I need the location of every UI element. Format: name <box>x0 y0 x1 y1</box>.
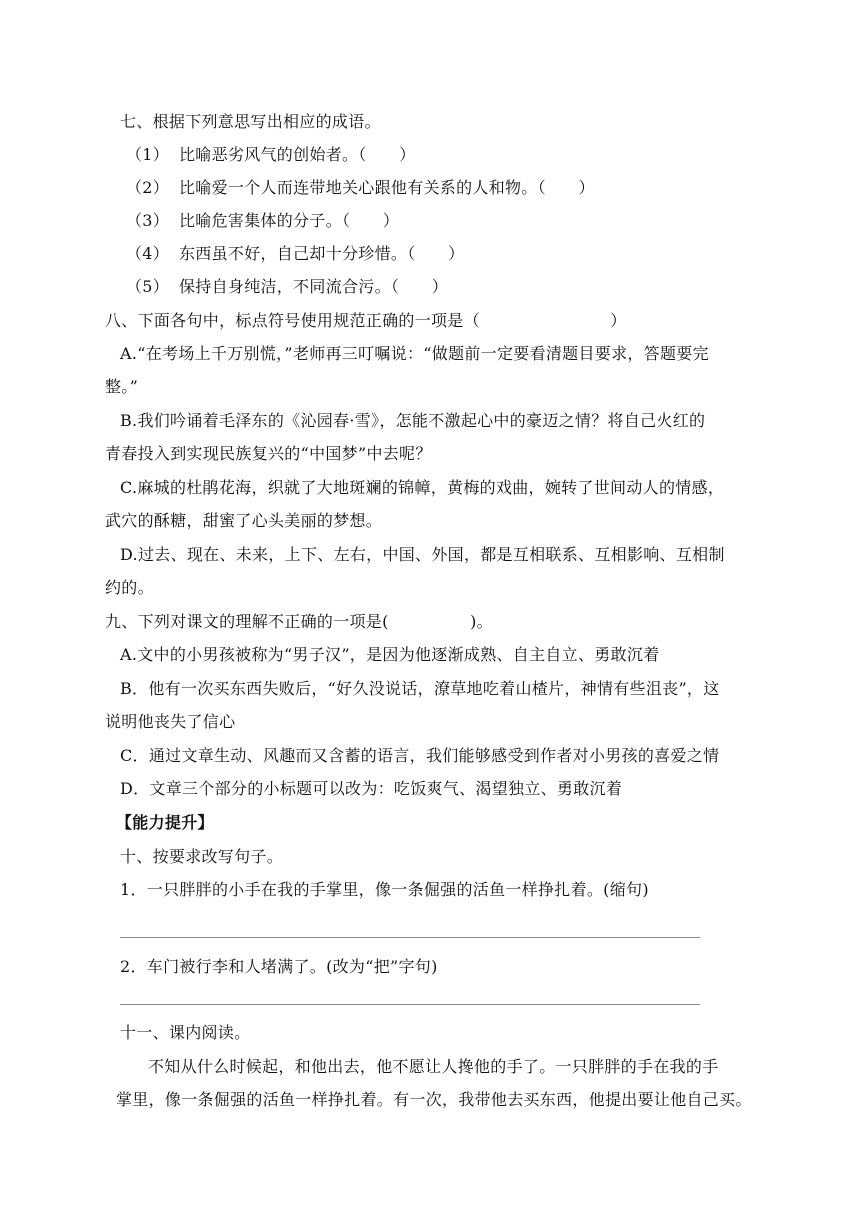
q8-title: 八、下面各句中，标点符号使用规范正确的一项是（ ） <box>105 311 627 330</box>
q8-option-c-line-1: C.麻城的杜鹃花海，织就了大地斑斓的锦幛，黄梅的戏曲，婉转了世间动人的情感， <box>120 478 725 497</box>
q8-option-a-line-1: A.“在考场上千万别慌，”老师再三叮嘱说：“做题前一定要看清题目要求，答题要完 <box>120 344 709 363</box>
q8-option-d-line-2: 约的。 <box>105 578 154 597</box>
q8-option-c-line-2: 武穴的酥糖，甜蜜了心头美丽的梦想。 <box>105 511 383 530</box>
q7-item-3-text: 比喻危害集体的分子。（ ） <box>179 211 400 230</box>
q7-item-5-number: （5） <box>126 277 170 296</box>
q7-item-3-number: （3） <box>126 211 170 230</box>
q7-item-1-number: （1） <box>126 145 170 164</box>
answer-line-2 <box>120 1004 700 1005</box>
q7-item-5-text: 保持自身纯洁，不同流合污。（ ） <box>179 277 449 296</box>
section-heading: 【能力提升】 <box>116 813 214 832</box>
q9-option-c: C．通过文章生动、风趣而又含蓄的语言，我们能够感受到作者对小男孩的喜爱之情 <box>120 746 720 765</box>
q8-option-b-line-2: 青春投入到实现民族复兴的“中国梦”中去呢？ <box>105 444 432 463</box>
q7-item-2-text: 比喻爱一个人而连带地关心跟他有关系的人和物。（ ） <box>179 178 595 197</box>
q11-title: 十一、课内阅读。 <box>120 1023 251 1042</box>
q10-sentence-2: 2．车门被行李和人堵满了。(改为“把”字句) <box>120 957 438 976</box>
q7-title: 七、根据下列意思写出相应的成语。 <box>120 112 381 131</box>
q8-option-a-line-2: 整。” <box>105 377 139 396</box>
q9-option-b-line-1: B．他有一次买东西失败后，“好久没说话，潦草地吃着山楂片，神情有些沮丧”，这 <box>120 679 720 698</box>
q7-item-4-number: （4） <box>126 244 170 263</box>
q9-option-d: D．文章三个部分的小标题可以改为：吃饭爽气、渴望独立、勇敢沉着 <box>120 779 623 798</box>
q8-option-d-line-1: D.过去、现在、未来，上下、左右，中国、外国，都是互相联系、互相影响、互相制 <box>120 545 725 564</box>
answer-line-1 <box>120 937 700 938</box>
q9-option-a: A.文中的小男孩被称为“男子汉”，是因为他逐渐成熟、自主自立、勇敢沉着 <box>120 645 660 664</box>
q9-option-b-line-2: 说明他丧失了信心 <box>105 712 236 731</box>
q11-passage-line-2: 掌里，像一条倔强的活鱼一样挣扎着。有一次，我带他去买东西，他提出要让他自己买。 <box>116 1090 752 1109</box>
q11-passage-line-1: 不知从什么时候起，和他出去，他不愿让人搀他的手了。一只胖胖的手在我的手 <box>148 1057 719 1076</box>
q10-sentence-1: 1．一只胖胖的小手在我的手掌里，像一条倔强的活鱼一样挣扎着。(缩句) <box>120 880 649 899</box>
q9-title: 九、下列对课文的理解不正确的一项是( )。 <box>105 612 493 631</box>
q7-item-2-number: （2） <box>126 178 170 197</box>
q8-option-b-line-1: B.我们吟诵着毛泽东的《沁园春·雪》，怎能不激起心中的豪迈之情？将自己火红的 <box>120 411 706 430</box>
q7-item-4-text: 东西虽不好，自己却十分珍惜。（ ） <box>179 244 465 263</box>
q10-title: 十、按要求改写句子。 <box>120 847 284 866</box>
q7-item-1-text: 比喻恶劣风气的创始者。（ ） <box>179 145 416 164</box>
